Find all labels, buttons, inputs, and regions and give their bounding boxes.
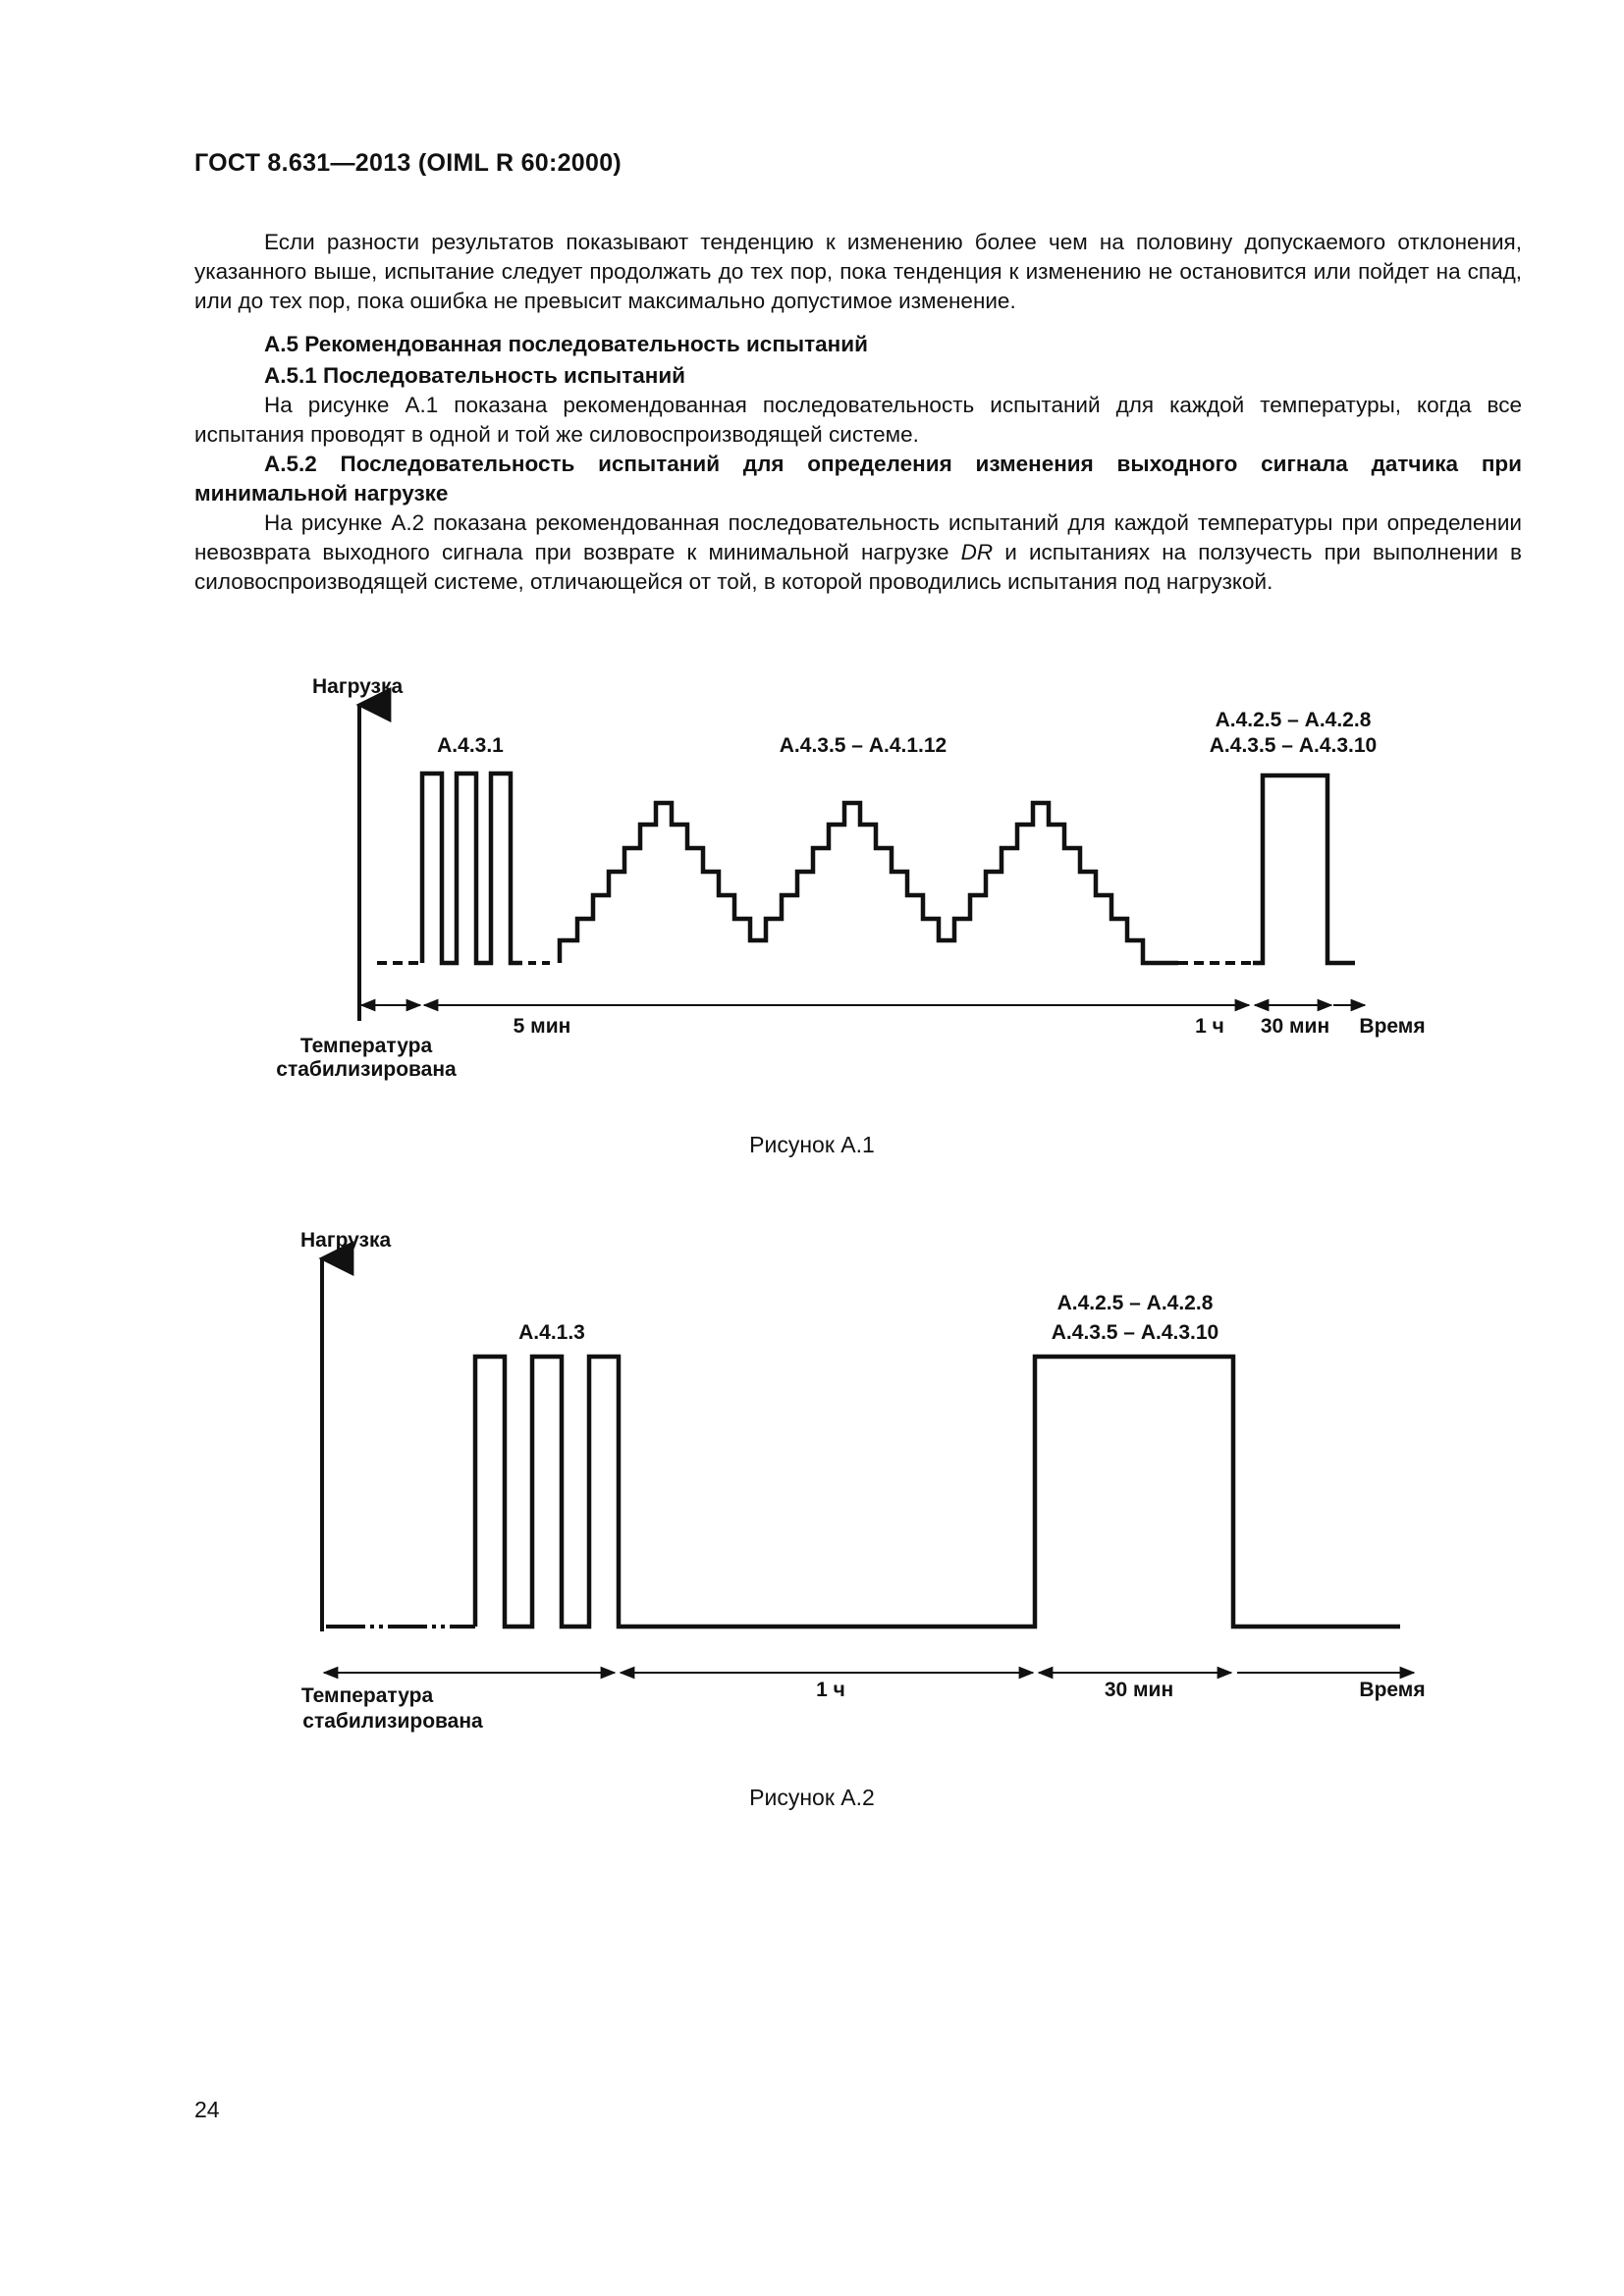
temperature-label-line1: Температура xyxy=(300,1684,434,1707)
pulse-train xyxy=(475,1357,1400,1627)
interval-5min-label: 5 мин xyxy=(513,1015,571,1038)
hold-block xyxy=(1253,775,1355,963)
figure-a2 xyxy=(0,1207,1624,1757)
figure-a1-caption: Рисунок А.1 xyxy=(749,1132,875,1157)
figure-a1-diagram xyxy=(0,658,1624,1109)
interval-30min-label: 30 мин xyxy=(1260,1015,1330,1038)
x-axis-label: Время xyxy=(1359,1679,1426,1701)
x-axis-label: Время xyxy=(1359,1015,1426,1038)
page-number: 24 xyxy=(194,2097,220,2122)
heading-a52: А.5.2 Последовательность испытаний для определения изменения выходного сигнала датчика при минимальной нагрузке xyxy=(194,452,1522,506)
figure-a1 xyxy=(0,658,1624,1109)
interval-30min-label: 30 мин xyxy=(1104,1679,1174,1701)
paragraph-tendency: Если разности результатов показывают тенденцию к изменению более чем на половину допускаемого отклонения, указанного выше, испытание следует продолжать до тех пор, пока тенденция к изменению не остановится или пойдет на спад, или до тех пор, пока ошибка не превысит максимально допустимое изменение. xyxy=(194,230,1522,313)
figure-a2-diagram xyxy=(0,1207,1624,1757)
pulse-train xyxy=(422,774,522,963)
paragraph-a52 xyxy=(194,508,1522,597)
document-header: ГОСТ 8.631—2013 (OIML R 60:2000) xyxy=(194,149,623,177)
paragraph-a52-part2: и испытаниях на ползучесть при выполнении в силовоспроизводящей системе, отличающейся от той, в которой проводились испытания под нагрузкой. xyxy=(194,540,1522,594)
paragraph-a51: На рисунке А.1 показана рекомендованная последовательность испытаний для каждой температуры, когда все испытания проводят в одной и той же силовоспроизводящей системе. xyxy=(194,393,1522,447)
paragraph-a52-part1: На рисунке А.2 показана рекомендованная последовательность испытаний для каждой температуры при определении невозврата выходного сигнала при возврате к минимальной нагрузке xyxy=(194,510,1522,564)
label-hold-line2: А.4.3.5 – А.4.3.10 xyxy=(1051,1321,1219,1344)
label-hold-line1: А.4.2.5 – А.4.2.8 xyxy=(1056,1292,1214,1314)
body-text xyxy=(194,228,1522,597)
temperature-label-line2: стабилизирована xyxy=(302,1710,483,1733)
interval-1h-label: 1 ч xyxy=(1195,1015,1224,1038)
label-steps: А.4.3.5 – А.4.1.12 xyxy=(779,734,947,757)
temperature-label-line2: стабилизирована xyxy=(276,1058,457,1081)
heading-a5: А.5 Рекомендованная последовательность испытаний xyxy=(264,332,868,356)
label-cycles: А.4.3.1 xyxy=(437,734,504,757)
figure-a2-caption: Рисунок А.2 xyxy=(749,1785,875,1810)
label-hold-line1: А.4.2.5 – А.4.2.8 xyxy=(1215,709,1372,731)
paragraph-a52-italic: DR xyxy=(960,540,994,564)
temperature-label-line1: Температура xyxy=(299,1035,433,1057)
staircase-waveform xyxy=(560,803,1178,963)
label-cycles: А.4.1.3 xyxy=(518,1321,585,1344)
heading-a51: А.5.1 Последовательность испытаний xyxy=(264,363,685,388)
interval-1h-label: 1 ч xyxy=(816,1679,845,1701)
y-axis-label: Нагрузка xyxy=(312,675,404,698)
label-hold-line2: А.4.3.5 – А.4.3.10 xyxy=(1209,734,1378,757)
y-axis-label: Нагрузка xyxy=(300,1229,392,1252)
